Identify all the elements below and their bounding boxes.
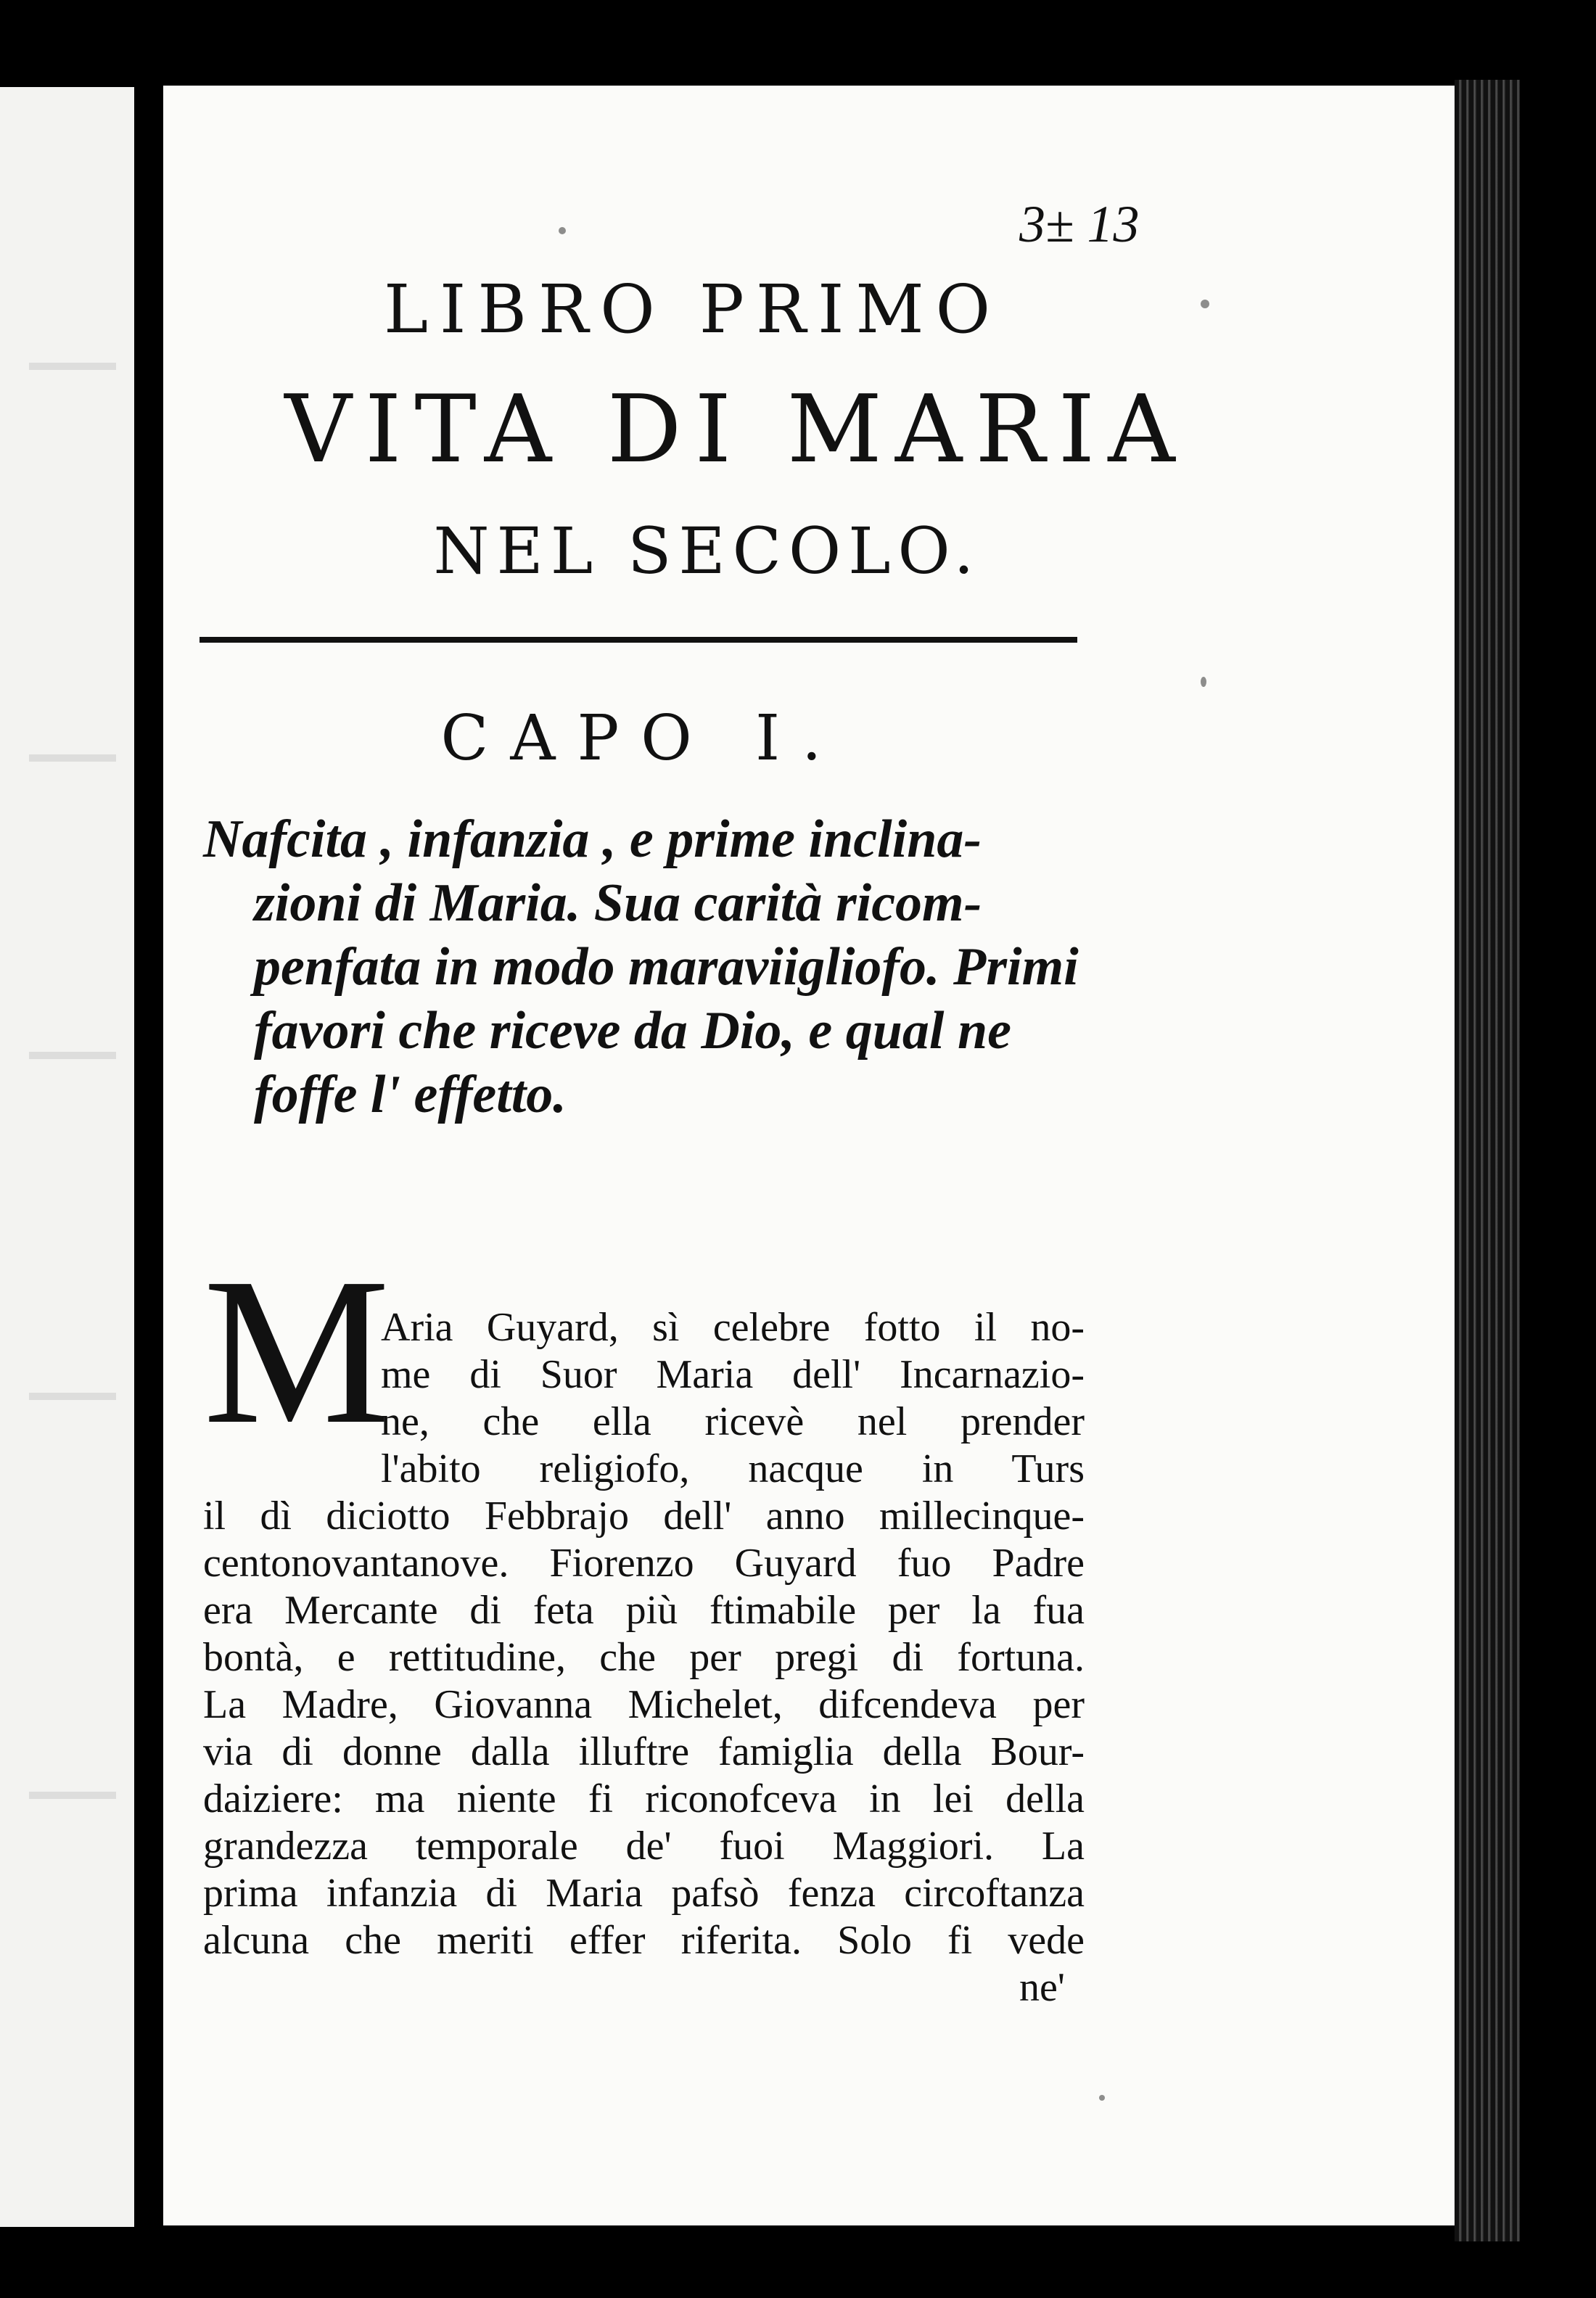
body-line: ne, che ella ricevè nel prender	[381, 1399, 1085, 1444]
drop-cap: M	[203, 1235, 390, 1467]
main-title: VITA DI MARIA	[284, 376, 1188, 484]
body-line: prima infanzia di Maria pafsò fenza circoftanza	[203, 1871, 1085, 1916]
title-rule	[200, 637, 1077, 643]
show-through-mark	[29, 754, 116, 762]
summary-line: zioni di Maria. Sua carità ricom-	[254, 873, 982, 933]
page-stack-edge	[1455, 80, 1520, 2241]
summary-line: favori che riceve da Dio, e qual ne	[254, 1001, 1011, 1061]
show-through-mark	[29, 363, 116, 370]
show-through-mark	[29, 1393, 116, 1400]
body-line: grandezza temporale de' fuoi Maggiori. La	[203, 1824, 1085, 1869]
chapter-summary	[203, 807, 1081, 1127]
catchword: ne'	[1019, 1965, 1065, 2010]
summary-line: Nafcita , infanzia , e prime inclina-	[203, 810, 982, 869]
book-page	[163, 86, 1455, 2225]
body-line: l'abito religiofo, nacque in Turs	[381, 1446, 1085, 1491]
body-line: Aria Guyard, sì celebre fotto il no-	[381, 1305, 1085, 1350]
show-through-mark	[29, 1052, 116, 1059]
body-line: me di Suor Maria dell' Incarnazio-	[381, 1352, 1085, 1397]
summary-line: penfata in modo maraviigliofo. Primi	[254, 937, 1079, 997]
sub-title: NEL SECOLO.	[433, 514, 982, 588]
ink-speck	[559, 227, 566, 234]
ink-speck	[1099, 2095, 1105, 2101]
ink-speck	[1201, 677, 1206, 687]
summary-line: foffe l' effetto.	[254, 1065, 567, 1124]
body-line: il dì diciotto Febbrajo dell' anno millecinque-	[203, 1494, 1085, 1539]
body-line: bontà, e rettitudine, che per pregi di fortuna.	[203, 1635, 1085, 1680]
page-number: 3± 13	[1019, 195, 1140, 253]
binding-gutter	[134, 73, 163, 2249]
body-line: era Mercante di feta più ftimabile per la fua	[203, 1588, 1085, 1633]
body-line: centonovantanove. Fiorenzo Guyard fuo Padre	[203, 1541, 1085, 1586]
ink-speck	[1201, 300, 1209, 308]
body-line: daiziere: ma niente fi riconofceva in lei della	[203, 1776, 1085, 1821]
chapter-heading: CAPO I.	[440, 702, 844, 775]
show-through-mark	[29, 1792, 116, 1799]
body-paragraph	[203, 1304, 1085, 1964]
body-line: La Madre, Giovanna Michelet, difcendeva per	[203, 1682, 1085, 1727]
previous-page-margin	[0, 87, 134, 2227]
body-line: via di donne dalla illuftre famiglia della Bour-	[203, 1729, 1085, 1774]
book-heading: LIBRO PRIMO	[383, 271, 1003, 348]
body-line: alcuna che meriti effer riferita. Solo fi vede	[203, 1918, 1085, 1963]
